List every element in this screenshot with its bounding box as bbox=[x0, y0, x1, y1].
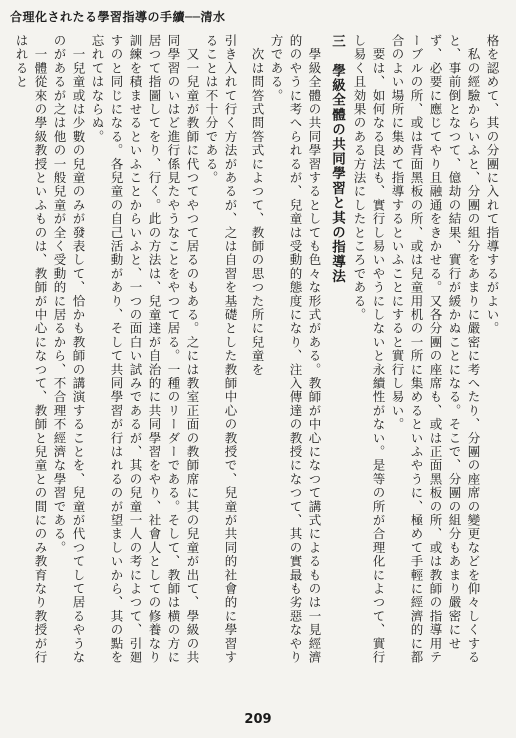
paragraph: 又一兒童が教師に代つてやつて居るのもある。之には教室正面の教師席に其の兒童が出て、學級の共同學習のいはど進行係見たやうなことをやつて居る。一種のリーダーである。そして、教師は横の方に居つて指圖してをり、行く。此の方法は、兒童達が自治的に共同學習をやり、社會人としての修養なり訓練を積ませるといふことからいふと、一つの面白い試みであるが、其の兒童一人の考によつて、引廻すのと同じになる。各兒童の自己活動があり、そして共同學習が行はれるのが望ましいから、其の點を忘れてはならぬ。 bbox=[90, 34, 200, 665]
paragraph: 一兒童或は少數の兒童のみが發表して、恰かも教師の講演することを、兒童が代つてして居るやうなのがあるが之は他の一般兒童が全く受動的に居るから、不合理不經濟な學習である。 bbox=[52, 34, 86, 665]
paragraph: 引き入れて行く方法があるが、之は自習を基礎とした教師中心の教授で、兒童が共同的社會的に學習することは不十分である。 bbox=[204, 34, 238, 665]
paragraph: 要は、如何なる良法も、實行し易いやうにしないと永續性がない。是等の所が合理化によつて、實行し易く且効果のある方法にしたところである。 bbox=[352, 34, 386, 665]
running-header: 合理化されたる學習指導の手續──清水 bbox=[10, 10, 226, 24]
paragraph: 一體從來の學級教授といふものは、教師が中心になつて、教師と兒童との間にのみ教育なり教授が行はれると bbox=[14, 34, 48, 665]
text-column-left bbox=[10, 34, 240, 674]
paragraph: 私の經驗からいふと、分團の組分をあまりに嚴密に考へたり、分團の座席の變更などを仰々しくすると、事前倒となつて、億劫の結果、實行が緩かぬことになる。そこで、分團の組分もあまり嚴密にせず、必要に應じてやり且融通をきかせる。又各分團の座席も、或は正面黑板の所、或は教師の指導用テーブルの所、或は背面黑板の所、或は兒童用机の一所に集めるといふやうに、極めて手輕に經濟的に都合のよい場所に集めて指導するといふことにすると實行し易い。 bbox=[390, 34, 481, 665]
text-column-right bbox=[252, 34, 502, 674]
page-number: 209 bbox=[244, 712, 272, 727]
paragraph: 格を認めて、其の分團に入れて指導するがよい。 bbox=[485, 34, 500, 336]
paragraph: 次は問答式問答式によつて、教師の思つた所に兒童を bbox=[250, 34, 265, 377]
paragraph: 學級全體の共同學習するとしても色々な形式がある。教師が中心になつて講式によるものは一見經濟的のやうに考へられるが、兒童は受動的態度になり、注入傳達の教授になつて、其の實最も劣惡なやり方である。 bbox=[269, 34, 322, 665]
section-heading: 三 學級全體の共同學習と其の指導法 bbox=[329, 34, 345, 284]
